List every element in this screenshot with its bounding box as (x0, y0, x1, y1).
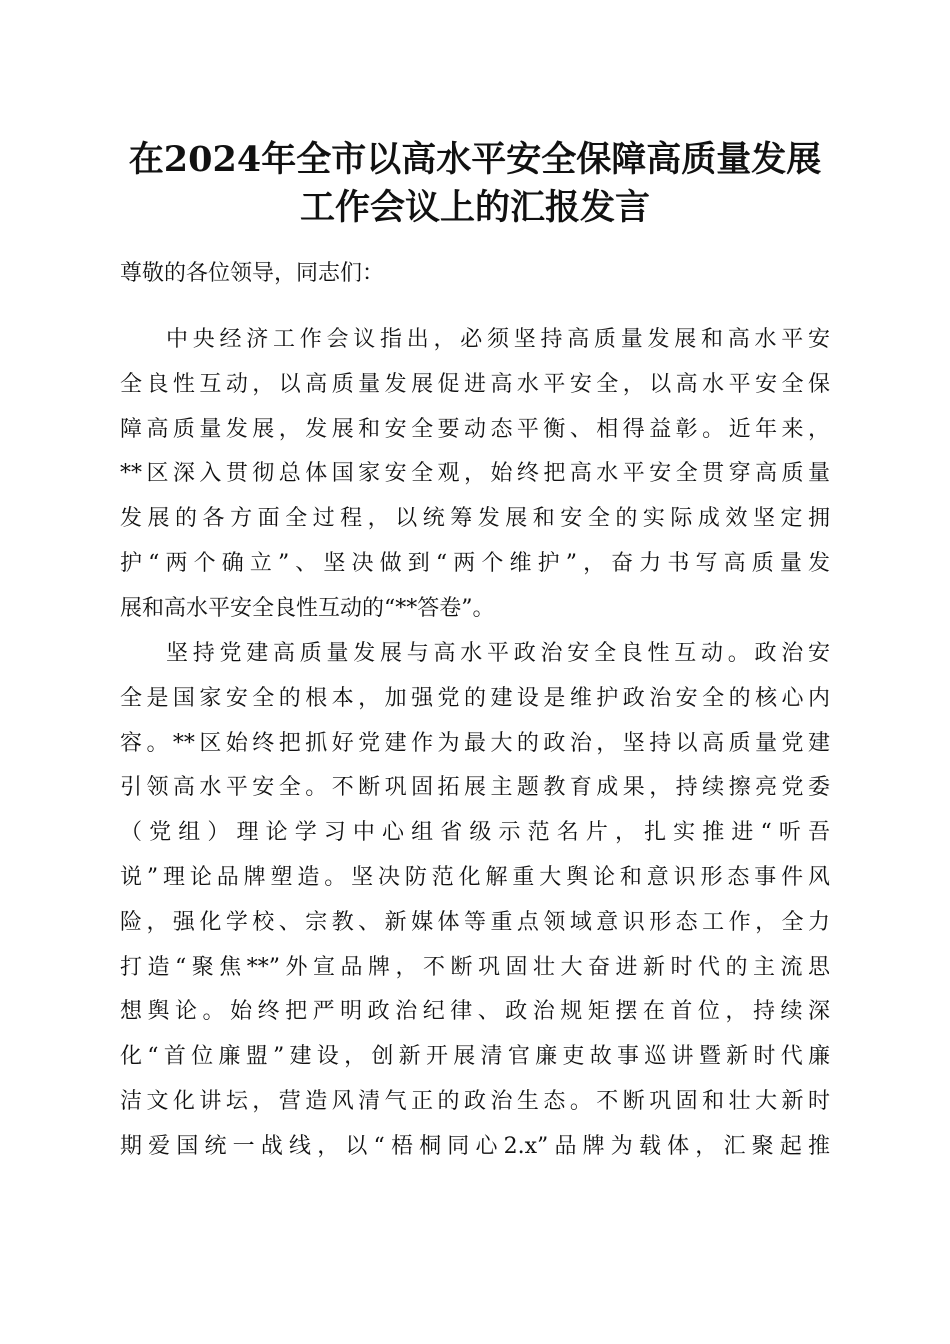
title-line-2: 工作会议上的汇报发言 (299, 187, 650, 228)
paragraph-line: 发展的各方面全过程，以统筹发展和安全的实际成效坚定拥 (120, 506, 830, 532)
paragraph-line: 容。**区始终把抓好党建作为最大的政治，坚持以高质量党建 (120, 730, 830, 756)
paragraph-line: 化“首位廉盟”建设，创新开展清官廉吏故事巡讲暨新时代廉 (120, 1044, 830, 1070)
title-line-1: 在2024年全市以高水平安全保障高质量发展 (128, 139, 822, 180)
paragraph-line: 期爱国统一战线，以“梧桐同心2.x”品牌为载体，汇聚起推 (120, 1133, 830, 1159)
paragraph-line: 展和高水平安全良性互动的“**答卷”。 (120, 595, 495, 621)
paragraph-line: 中央经济工作会议指出，必须坚持高质量发展和高水平安 (166, 327, 830, 352)
paragraph-line: 打造“聚焦**”外宣品牌，不断巩固壮大奋进新时代的主流思 (120, 954, 830, 980)
paragraph-line: 全良性互动，以高质量发展促进高水平安全，以高水平安全保 (120, 371, 830, 397)
paragraph-line: （党组）理论学习中心组省级示范名片，扎实推进“听吾 (120, 820, 830, 846)
paragraph-line: 坚持党建高质量发展与高水平政治安全良性互动。政治安 (166, 641, 830, 666)
document-title (100, 136, 850, 232)
paragraph-line: 护“两个确立”、坚决做到“两个维护”，奋力书写高质量发 (120, 550, 830, 576)
salutation: 尊敬的各位领导，同志们： (120, 261, 385, 286)
paragraph-line: **区深入贯彻总体国家安全观，始终把高水平安全贯穿高质量 (120, 461, 830, 487)
paragraph-party-building (120, 632, 830, 1170)
paragraph-line: 引领高水平安全。不断巩固拓展主题教育成果，持续擦亮党委 (120, 775, 830, 801)
paragraph-line: 险，强化学校、宗教、新媒体等重点领域意识形态工作，全力 (120, 909, 830, 935)
paragraph-line: 全是国家安全的根本，加强党的建设是维护政治安全的核心内 (120, 685, 830, 711)
paragraph-line: 障高质量发展，发展和安全要动态平衡、相得益彰。近年来， (120, 416, 830, 442)
paragraph-line: 洁文化讲坛，营造风清气正的政治生态。不断巩固和壮大新时 (120, 1088, 830, 1114)
paragraph-line: 想舆论。始终把严明政治纪律、政治规矩摆在首位，持续深 (120, 999, 830, 1025)
paragraph-line: 说”理论品牌塑造。坚决防范化解重大舆论和意识形态事件风 (120, 864, 830, 890)
paragraph-intro (120, 318, 830, 632)
